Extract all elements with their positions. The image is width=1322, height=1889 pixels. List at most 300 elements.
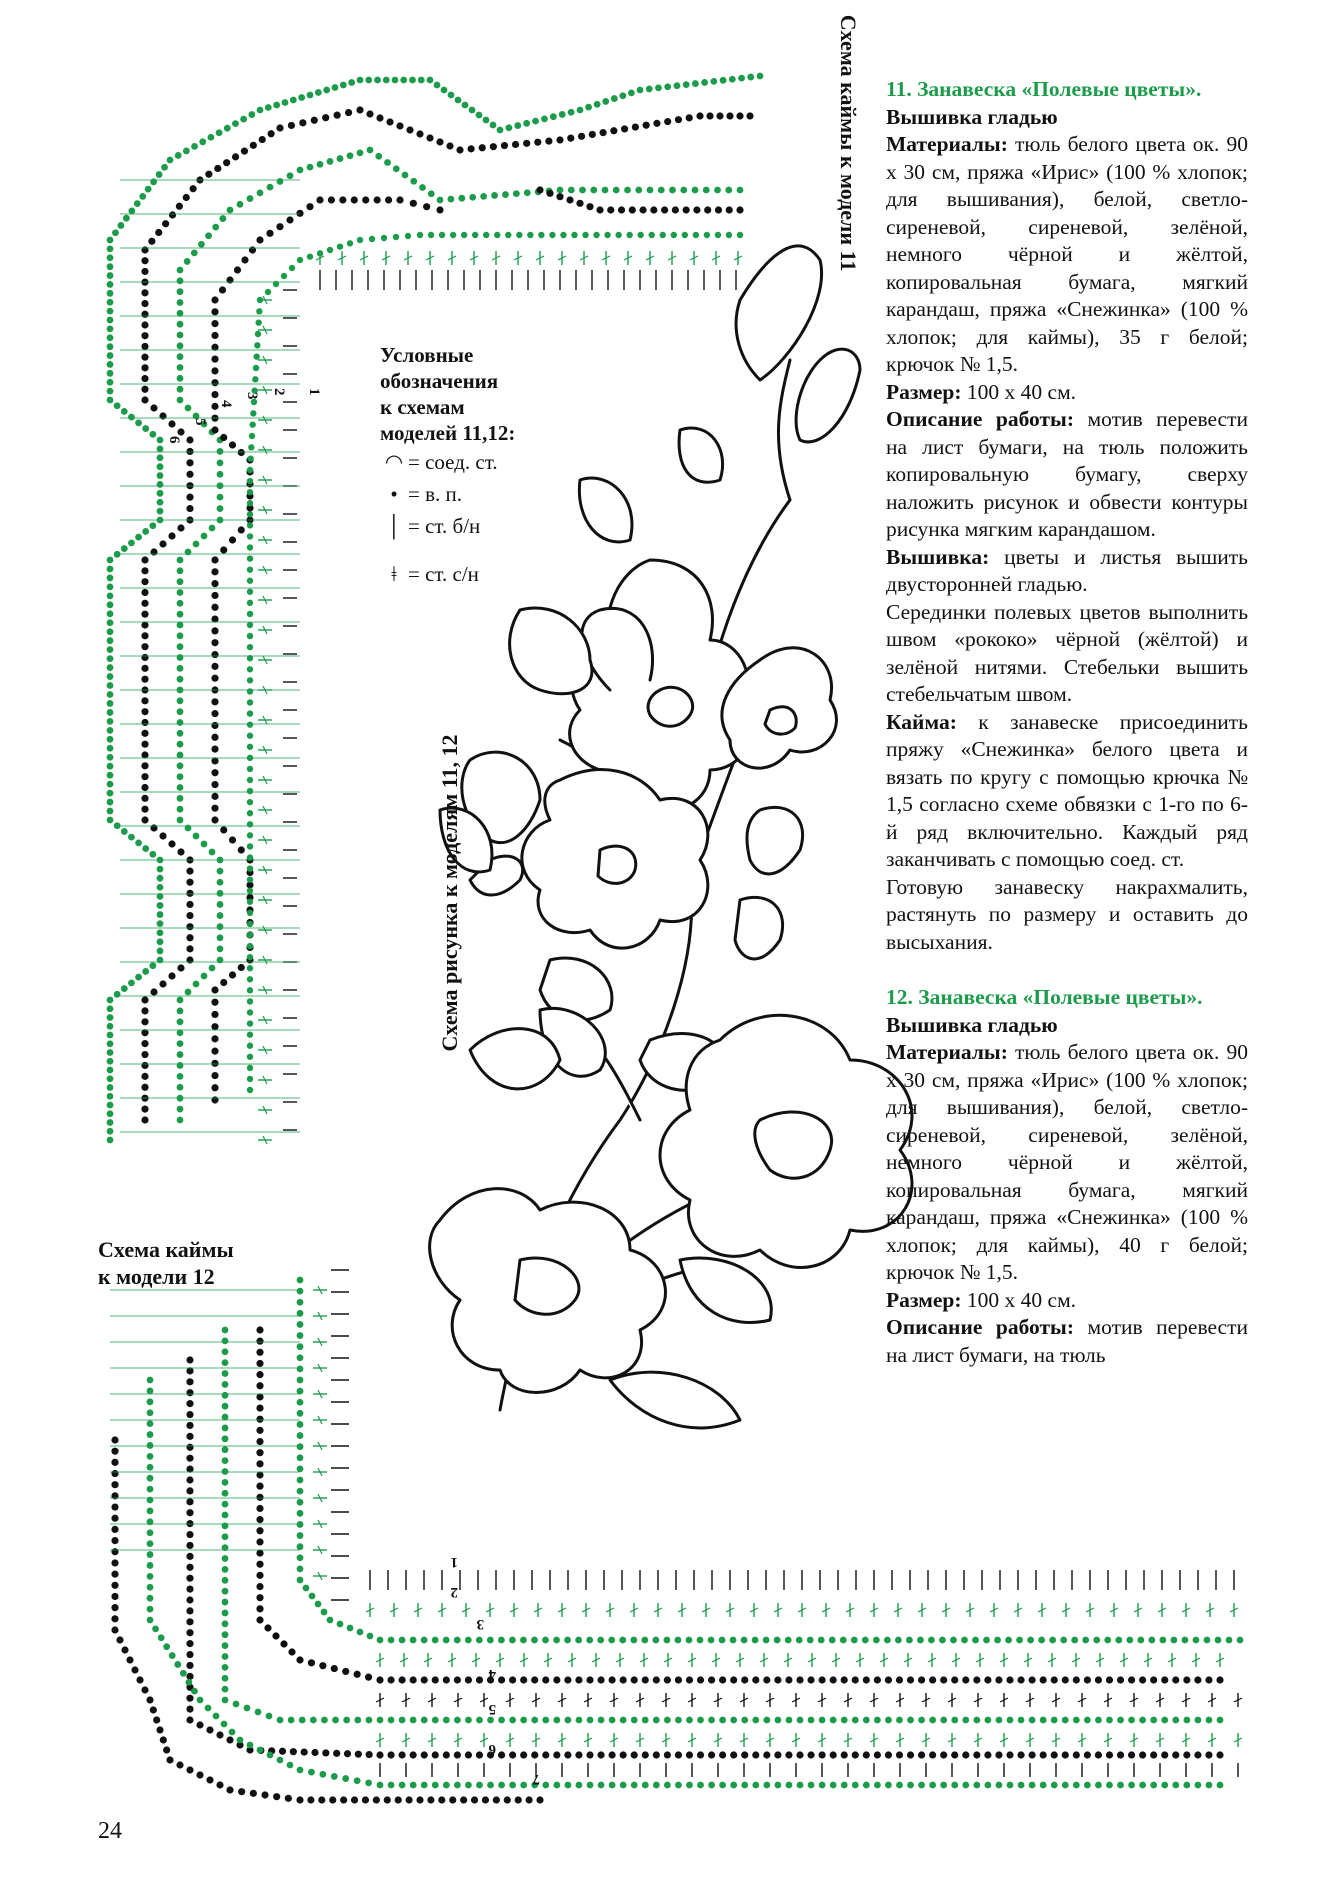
green-chain-dot: [107, 1049, 114, 1056]
green-chain-dot: [483, 117, 490, 124]
green-chain-dot: [297, 167, 304, 174]
green-chain-dot: [185, 989, 192, 996]
green-chain-dot: [222, 1403, 229, 1410]
green-chain-dot: [675, 1717, 682, 1724]
black-chain-dot: [896, 1676, 903, 1683]
green-chain-dot: [309, 1593, 316, 1600]
black-chain-dot: [1205, 1676, 1212, 1683]
green-chain-dot: [405, 233, 411, 239]
black-chain-dot: [296, 1656, 303, 1663]
green-chain-dot: [205, 1705, 212, 1712]
black-chain-dot: [1106, 1751, 1113, 1758]
green-chain-dot: [121, 828, 128, 835]
black-chain-dot: [186, 1520, 193, 1527]
black-chain-dot: [256, 1404, 263, 1411]
black-chain-dot: [186, 1673, 193, 1680]
green-chain-dot: [1084, 1717, 1091, 1724]
green-chain-dot: [1183, 1717, 1190, 1724]
black-chain-dot: [365, 1674, 372, 1681]
black-chain-dot: [995, 1751, 1002, 1758]
green-chain-dot: [157, 875, 164, 882]
green-chain-dot: [1183, 1782, 1190, 1789]
green-chain-dot: [222, 1588, 229, 1595]
black-chain-dot: [141, 1105, 148, 1112]
black-chain-dot: [697, 1676, 704, 1683]
green-chain-dot: [177, 321, 184, 328]
green-chain-dot: [247, 810, 253, 816]
black-chain-dot: [308, 1659, 315, 1666]
green-chain-dot: [107, 682, 114, 689]
green-chain-dot: [375, 153, 382, 160]
flower-outline-path: [470, 1029, 560, 1089]
green-chain-dot: [177, 795, 184, 802]
green-chain-dot: [343, 1717, 350, 1724]
black-chain-dot: [186, 1433, 193, 1440]
black-chain-dot: [525, 1796, 532, 1803]
green-chain-dot: [222, 1512, 229, 1519]
green-chain-dot: [1139, 1782, 1146, 1789]
black-chain-dot: [141, 806, 148, 813]
green-chain-dot: [247, 976, 253, 982]
green-chain-dot: [819, 1717, 826, 1724]
green-chain-dot: [818, 1637, 825, 1644]
green-chain-dot: [265, 289, 271, 295]
green-chain-dot: [114, 551, 121, 558]
green-chain-dot: [509, 1637, 516, 1644]
green-chain-dot: [704, 232, 710, 238]
green-chain-dot: [152, 1625, 159, 1632]
green-chain-dot: [197, 1697, 204, 1704]
green-chain-dot: [247, 987, 253, 993]
black-chain-dot: [597, 1676, 604, 1683]
black-chain-dot: [141, 600, 148, 607]
green-chain-dot: [247, 644, 253, 650]
green-chain-dot: [256, 308, 262, 314]
black-chain-dot: [141, 257, 148, 264]
slip-stitch-icon: ◠: [384, 450, 404, 474]
black-chain-dot: [186, 459, 193, 466]
green-chain-dot: [233, 1701, 240, 1708]
green-chain-dot: [509, 1782, 516, 1789]
green-chain-dot: [107, 272, 114, 279]
black-chain-dot: [465, 1676, 472, 1683]
black-chain-dot: [918, 1751, 925, 1758]
green-chain-dot: [177, 632, 184, 639]
green-chain-dot: [357, 237, 363, 243]
green-chain-dot: [1106, 1782, 1113, 1789]
green-chain-dot: [282, 99, 289, 106]
green-chain-dot: [432, 1637, 439, 1644]
green-chain-dot: [763, 1637, 770, 1644]
green-chain-dot: [180, 1670, 187, 1677]
green-chain-dot: [247, 721, 253, 727]
green-chain-dot: [128, 834, 135, 841]
black-chain-dot: [186, 1400, 193, 1407]
green-chain-dot: [1226, 1637, 1233, 1644]
green-chain-dot: [128, 414, 135, 421]
black-chain-dot: [111, 1559, 118, 1566]
green-chain-dot: [538, 232, 544, 238]
article11-embroidery: Вышивка: цветы и листья вышить двусторонней гладью.: [886, 544, 1248, 596]
green-chain-dot: [347, 152, 354, 159]
green-chain-dot: [613, 187, 620, 194]
black-chain-dot: [951, 1751, 958, 1758]
green-chain-dot: [107, 628, 114, 635]
green-chain-dot: [542, 1782, 549, 1789]
black-chain-dot: [211, 1060, 218, 1067]
green-chain-dot: [147, 1464, 154, 1471]
green-chain-dot: [297, 1377, 304, 1384]
green-chain-dot: [147, 1420, 154, 1427]
green-chain-dot: [177, 806, 184, 813]
green-chain-dot: [393, 165, 400, 172]
green-chain-dot: [217, 471, 224, 478]
green-chain-dot: [994, 1637, 1001, 1644]
green-chain-dot: [830, 1717, 837, 1724]
green-chain-dot: [940, 1782, 947, 1789]
black-chain-dot: [423, 203, 430, 210]
black-chain-dot: [111, 1503, 118, 1510]
green-chain-dot: [490, 122, 497, 129]
green-chain-dot: [247, 965, 253, 971]
black-chain-dot: [266, 230, 273, 237]
green-chain-dot: [107, 325, 114, 332]
black-chain-dot: [730, 1676, 737, 1683]
green-chain-dot: [531, 1717, 538, 1724]
green-chain-dot: [550, 113, 557, 120]
article12-heading: 12. Занавеска «Полевые цветы».: [886, 985, 1203, 1009]
black-chain-dot: [211, 1084, 218, 1091]
green-chain-dot: [1161, 1717, 1168, 1724]
green-chain-dot: [660, 232, 666, 238]
black-chain-dot: [436, 138, 443, 145]
green-chain-dot: [1018, 1782, 1025, 1789]
green-chain-dot: [873, 1637, 880, 1644]
green-chain-dot: [157, 490, 164, 497]
green-chain-dot: [229, 1729, 236, 1736]
green-chain-dot: [177, 719, 184, 726]
black-chain-dot: [564, 1751, 571, 1758]
green-chain-dot: [217, 459, 224, 466]
black-chain-dot: [940, 1751, 947, 1758]
black-chain-dot: [399, 1676, 406, 1683]
flower-outline-path: [765, 707, 796, 734]
green-chain-dot: [255, 331, 261, 337]
green-chain-dot: [410, 1637, 417, 1644]
black-chain-dot: [376, 1751, 383, 1758]
green-chain-dot: [1193, 1637, 1200, 1644]
double-crochet-icon: ǂ: [391, 562, 397, 586]
green-chain-dot: [247, 478, 253, 484]
green-chain-dot: [177, 600, 184, 607]
row-number: 6: [166, 436, 182, 444]
row-number: 5: [488, 1701, 496, 1717]
black-chain-dot: [211, 986, 218, 993]
green-chain-dot: [147, 1398, 154, 1405]
green-chain-dot: [399, 1717, 406, 1724]
green-chain-dot: [664, 1717, 671, 1724]
black-chain-dot: [675, 116, 682, 123]
green-chain-dot: [972, 1637, 979, 1644]
green-chain-dot: [222, 1370, 229, 1377]
black-chain-dot: [664, 1676, 671, 1683]
green-chain-dot: [252, 376, 258, 382]
green-chain-dot: [564, 1637, 571, 1644]
green-chain-dot: [962, 1717, 969, 1724]
green-chain-dot: [454, 1637, 461, 1644]
green-chain-dot: [147, 1377, 154, 1384]
green-chain-dot: [587, 1717, 594, 1724]
green-chain-dot: [107, 575, 114, 582]
green-chain-dot: [1104, 1637, 1111, 1644]
black-chain-dot: [686, 1676, 693, 1683]
green-chain-dot: [247, 633, 253, 639]
black-chain-dot: [556, 136, 563, 143]
green-chain-dot: [107, 664, 114, 671]
flower-outline-path: [735, 897, 783, 959]
black-chain-dot: [111, 1526, 118, 1533]
green-chain-dot: [1137, 1637, 1144, 1644]
green-chain-dot: [222, 1642, 229, 1649]
green-chain-dot: [222, 1533, 229, 1540]
green-chain-dot: [491, 192, 498, 199]
green-chain-dot: [808, 1782, 815, 1789]
black-chain-dot: [256, 1360, 263, 1367]
black-chain-dot: [141, 300, 148, 307]
green-chain-dot: [217, 901, 224, 908]
black-chain-dot: [211, 592, 218, 599]
green-chain-dot: [149, 522, 156, 529]
black-chain-dot: [643, 122, 650, 129]
black-chain-dot: [264, 1624, 271, 1631]
green-chain-dot: [542, 1717, 549, 1724]
green-chain-dot: [177, 665, 184, 672]
black-chain-dot: [396, 122, 403, 129]
green-chain-dot: [157, 508, 164, 515]
green-chain-dot: [107, 610, 114, 617]
green-chain-dot: [157, 938, 164, 945]
green-chain-dot: [232, 120, 239, 127]
black-chain-dot: [490, 143, 497, 150]
green-chain-dot: [1217, 1782, 1224, 1789]
black-chain-dot: [150, 988, 157, 995]
black-chain-dot: [223, 159, 230, 166]
green-chain-dot: [1062, 1717, 1069, 1724]
article11-size: Размер: 100 х 40 см.: [886, 379, 1077, 404]
flower-outline-path: [679, 428, 723, 482]
black-chain-dot: [141, 697, 148, 704]
green-chain-dot: [1206, 1782, 1213, 1789]
green-chain-dot: [307, 253, 313, 259]
green-chain-dot: [303, 1585, 310, 1592]
black-chain-dot: [229, 536, 236, 543]
green-chain-dot: [635, 187, 642, 194]
row-number: 6: [488, 1741, 496, 1757]
black-chain-dot: [141, 567, 148, 574]
green-chain-dot: [631, 1782, 638, 1789]
black-chain-dot: [653, 1751, 660, 1758]
green-chain-dot: [247, 589, 253, 595]
green-chain-dot: [297, 257, 303, 263]
black-chain-dot: [509, 1676, 516, 1683]
black-chain-dot: [1040, 1676, 1047, 1683]
green-chain-dot: [147, 1409, 154, 1416]
green-chain-dot: [177, 1084, 184, 1091]
green-chain-dot: [177, 375, 184, 382]
green-chain-dot: [388, 1717, 395, 1724]
black-chain-dot: [141, 386, 148, 393]
green-chain-dot: [249, 433, 255, 439]
black-chain-dot: [653, 120, 660, 127]
green-chain-dot: [692, 187, 699, 194]
green-chain-dot: [135, 839, 142, 846]
green-chain-dot: [224, 125, 231, 132]
green-chain-dot: [410, 1717, 417, 1724]
green-chain-dot: [841, 1782, 848, 1789]
green-chain-dot: [107, 1005, 114, 1012]
green-chain-dot: [708, 1717, 715, 1724]
green-chain-dot: [217, 494, 224, 501]
green-chain-dot: [458, 195, 465, 202]
black-chain-dot: [186, 1465, 193, 1472]
black-chain-dot: [150, 824, 157, 831]
black-chain-dot: [907, 1676, 914, 1683]
black-chain-dot: [610, 127, 617, 134]
black-chain-dot: [256, 1449, 263, 1456]
black-chain-dot: [186, 901, 193, 908]
green-chain-dot: [377, 1782, 384, 1789]
green-chain-dot: [465, 1782, 472, 1789]
black-chain-dot: [436, 206, 443, 213]
green-chain-dot: [885, 1782, 892, 1789]
green-chain-dot: [432, 1782, 439, 1789]
row-number: 4: [218, 400, 234, 408]
green-chain-dot: [365, 1779, 372, 1786]
green-chain-dot: [297, 1343, 304, 1350]
black-chain-dot: [273, 1793, 280, 1800]
black-chain-dot: [405, 1796, 412, 1803]
black-chain-dot: [830, 1751, 837, 1758]
green-chain-dot: [741, 1782, 748, 1789]
single-crochet-icon: │: [386, 514, 402, 538]
black-chain-dot: [183, 194, 190, 201]
black-chain-dot: [141, 556, 148, 563]
black-chain-dot: [1205, 1751, 1212, 1758]
green-chain-dot: [123, 215, 130, 222]
green-chain-dot: [719, 1637, 726, 1644]
green-chain-dot: [244, 1705, 251, 1712]
green-chain-dot: [208, 134, 215, 141]
green-chain-dot: [1038, 1637, 1045, 1644]
black-chain-dot: [354, 1671, 361, 1678]
green-chain-dot: [298, 94, 305, 101]
green-chain-dot: [177, 1008, 184, 1015]
black-chain-dot: [318, 1796, 325, 1803]
green-chain-dot: [686, 1637, 693, 1644]
black-chain-dot: [211, 710, 218, 717]
article11-subheading: Вышивка гладью: [886, 104, 1058, 129]
black-chain-dot: [683, 206, 690, 213]
black-chain-dot: [211, 296, 218, 303]
black-chain-dot: [256, 1594, 263, 1601]
black-chain-dot: [216, 1781, 223, 1788]
green-chain-dot: [384, 159, 391, 166]
green-chain-dot: [631, 1717, 638, 1724]
legend-item-sc: [380, 510, 570, 542]
green-chain-dot: [996, 1717, 1003, 1724]
green-chain-dot: [441, 87, 448, 94]
green-chain-dot: [1007, 1717, 1014, 1724]
green-chain-dot: [205, 232, 212, 239]
black-chain-dot: [256, 1471, 263, 1478]
black-chain-dot: [211, 722, 218, 729]
green-chain-dot: [498, 1782, 505, 1789]
green-chain-dot: [185, 549, 192, 556]
black-chain-dot: [141, 332, 148, 339]
black-chain-dot: [498, 1751, 505, 1758]
green-chain-dot: [177, 708, 184, 715]
green-chain-dot: [247, 777, 253, 783]
green-chain-dot: [568, 187, 575, 194]
green-chain-dot: [193, 541, 200, 548]
black-chain-dot: [366, 110, 373, 117]
green-chain-dot: [297, 1454, 304, 1461]
green-chain-dot: [299, 1717, 306, 1724]
green-chain-dot: [217, 945, 224, 952]
green-chain-dot: [752, 1717, 759, 1724]
green-chain-dot: [357, 77, 364, 84]
green-chain-dot: [250, 410, 256, 416]
black-chain-dot: [416, 130, 423, 137]
black-chain-dot: [1073, 1751, 1080, 1758]
chain-stitch-icon: •: [390, 482, 398, 506]
green-chain-dot: [586, 1637, 593, 1644]
green-chain-dot: [222, 1490, 229, 1497]
green-chain-dot: [719, 1717, 726, 1724]
black-chain-dot: [763, 1676, 770, 1683]
green-chain-dot: [247, 799, 253, 805]
green-chain-dot: [392, 77, 399, 84]
green-chain-dot: [222, 1446, 229, 1453]
black-chain-dot: [177, 964, 184, 971]
green-chain-dot: [852, 1717, 859, 1724]
green-chain-dot: [222, 1457, 229, 1464]
green-chain-dot: [157, 948, 164, 955]
black-chain-dot: [186, 956, 193, 963]
legend-title-1: Условные: [380, 343, 474, 367]
black-chain-dot: [211, 308, 218, 315]
green-chain-dot: [240, 116, 247, 123]
green-chain-dot: [147, 1595, 154, 1602]
green-chain-dot: [212, 224, 219, 231]
green-chain-dot: [297, 1421, 304, 1428]
green-chain-dot: [1093, 1637, 1100, 1644]
black-chain-dot: [141, 354, 148, 361]
green-chain-dot: [1005, 1637, 1012, 1644]
green-chain-dot: [1073, 1782, 1080, 1789]
black-chain-dot: [186, 1411, 193, 1418]
green-chain-dot: [107, 1128, 114, 1135]
black-chain-dot: [785, 1676, 792, 1683]
green-chain-dot: [247, 511, 253, 517]
green-chain-dot: [247, 455, 253, 461]
green-chain-dot: [450, 232, 456, 238]
black-chain-dot: [1017, 1676, 1024, 1683]
green-chain-dot: [297, 1388, 304, 1395]
black-chain-dot: [1062, 1676, 1069, 1683]
black-chain-dot: [220, 979, 227, 986]
green-chain-dot: [257, 1747, 264, 1754]
